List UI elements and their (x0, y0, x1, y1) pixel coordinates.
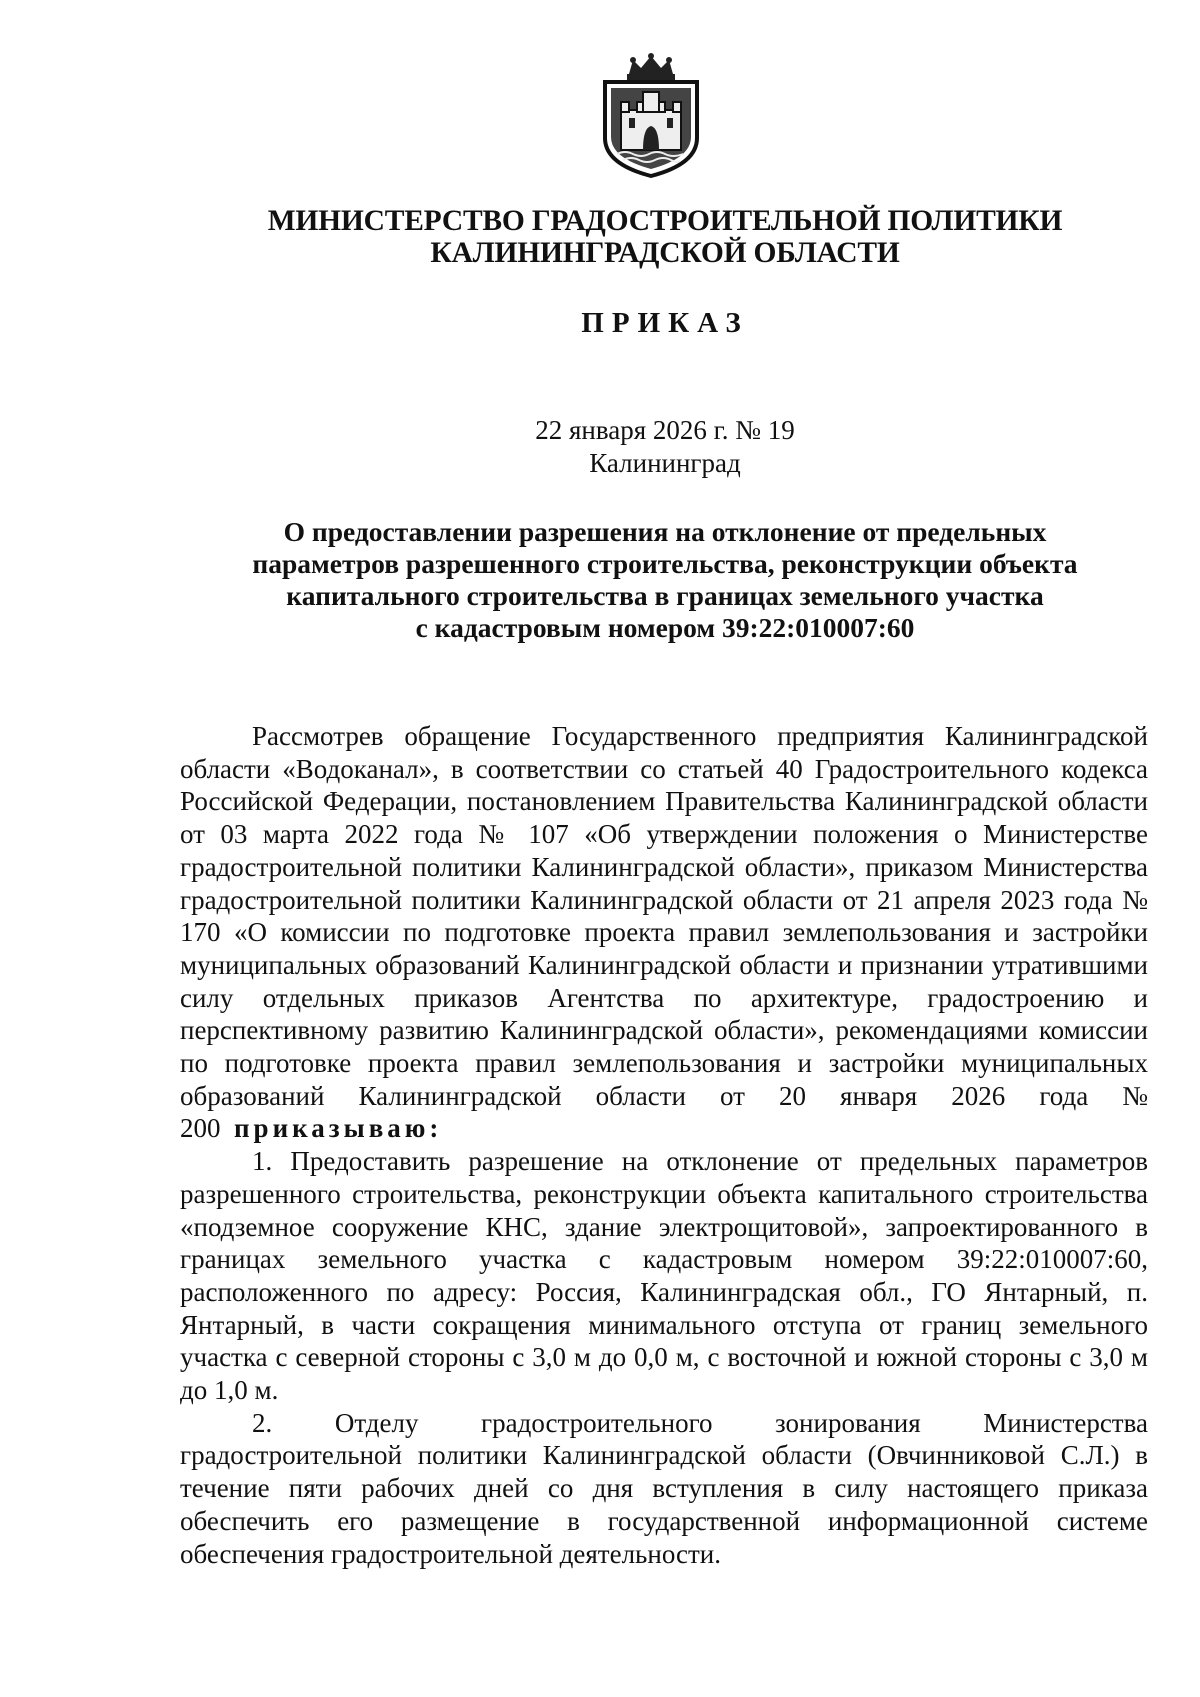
subject-line: капитального строительства в границах земельного участка (286, 580, 1044, 611)
date-and-number: 22 января 2026 г. № 19 (535, 415, 795, 445)
city-name: Калининград (589, 448, 741, 478)
subject-line: О предоставлении разрешения на отклонение от предельных (283, 516, 1047, 547)
order-body (180, 720, 1148, 1570)
subject-line: с кадастровым номером 39:22:010007:60 (415, 612, 915, 643)
coat-of-arms-icon (591, 52, 711, 180)
preamble-paragraph (180, 720, 1148, 1145)
ministry-name-line1: МИНИСТЕРСТВО ГРАДОСТРОИТЕЛЬНОЙ ПОЛИТИКИ (267, 205, 1063, 237)
preamble-text: Рассмотрев обращение Государственного предприятия Калининградской области «Водоканал», в соответствии со статьей 40 Градостроительного кодекса Российской Федерации, постановлением Правительства Калининградской области от 03 марта 2022 года № 107 «Об утверждении положения о Министерстве градостроительной политики Калининградской области», приказом Министерства градостроительной политики Калининградской области от 21 апреля 2023 года № 170 «О комиссии по подготовке проекта правил землепользования и застройки муниципальных образований Калининградской области и признании утратившими силу отдельных приказов Агентства по архитектуре, градостроению и перспективному развитию Калининградской области», рекомендациями комиссии по подготовке проекта правил землепользования и застройки муниципальных образований Калининградской области от 20 января 2026 года № 200 (180, 721, 1148, 1144)
document-type-title: ПРИКАЗ (581, 307, 749, 339)
order-subject (180, 516, 1150, 644)
ministry-name-line2: КАЛИНИНГРАДСКОЙ ОБЛАСТИ (430, 237, 900, 269)
order-item-2: 2. Отделу градостроительного зонирования Министерства градостроительной политики Калининградской области (Овчинниковой С.Л.) в течение пяти рабочих дней со дня вступления в силу настоящего приказа обеспечить его размещение в государственной информационной системе обеспечения градостроительной деятельности. (180, 1407, 1148, 1569)
order-word: приказываю: (234, 1113, 443, 1144)
subject-line: параметров разрешенного строительства, реконструкции объекта (252, 548, 1078, 579)
order-item-1: 1. Предоставить разрешение на отклонение от предельных параметров разрешенного строительства, реконструкции объекта капитального строительства «подземное сооружение КНС, здание электрощитовой», запроектированного в границах земельного участка с кадастровым номером 39:22:010007:60, расположенного по адресу: Россия, Калининградская обл., ГО Янтарный, п. Янтарный, в части сокращения минимального отступа от границ земельного участка с северной стороны с 3,0 м до 0,0 м, с восточной и южной стороны с 3,0 м до 1,0 м. (180, 1146, 1148, 1406)
